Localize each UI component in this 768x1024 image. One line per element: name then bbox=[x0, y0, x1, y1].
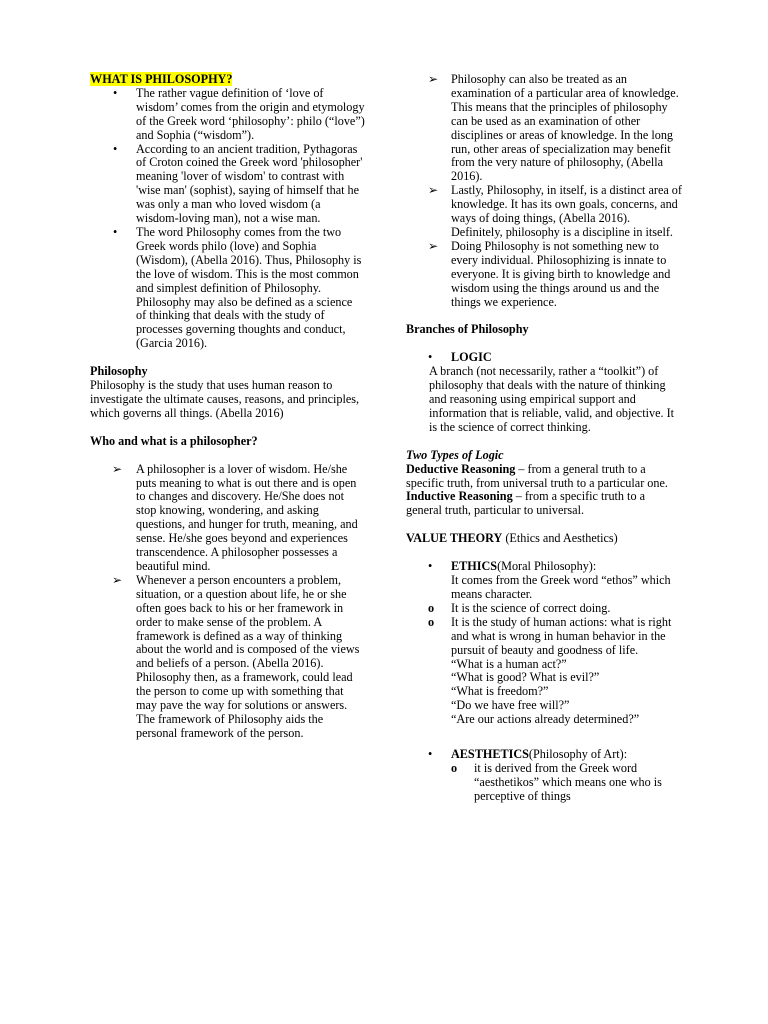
ethics-question: “What is a human act?” bbox=[451, 656, 567, 671]
logic-label: LOGIC bbox=[451, 350, 492, 365]
list-item-text: The word Philosophy comes from the two Greek words philo (love) and Sophia (Wisdom), (Abella 2016). Thus, Philosophy is the love of wisdom. This is the most common and simplest definition of Philosophy. Philosophy may also be defined as a science of thinking that deals with the study of processes governing thoughts and conduct, (Garcia 2016). bbox=[136, 224, 362, 351]
value-theory-text: (Ethics and Aesthetics) bbox=[502, 531, 618, 546]
deductive-text: – from a general truth to a specific truth, from universal truth to a particular one. bbox=[406, 461, 668, 490]
list-item-text: The rather vague definition of ‘love of wisdom’ comes from the origin and etymology of the Greek word ‘philosophy’: philo (“love”) and Sophia (“wisdom”). bbox=[136, 85, 365, 142]
ethics-paren: (Moral Philosophy): bbox=[497, 559, 597, 574]
spacer bbox=[406, 546, 682, 560]
bullet-icon: • bbox=[428, 559, 433, 574]
ethics-question: “Do we have free will?” bbox=[451, 698, 570, 713]
logic-label-item bbox=[406, 351, 682, 365]
section-heading bbox=[90, 73, 365, 87]
circle-bullet-icon: o bbox=[428, 614, 435, 629]
bullet-icon: • bbox=[113, 141, 118, 156]
ethics-label-item bbox=[406, 560, 682, 574]
circle-bullet-icon: o bbox=[451, 760, 458, 775]
spacer bbox=[90, 449, 365, 463]
inductive-label: Inductive Reasoning bbox=[406, 489, 513, 504]
aesthetics-point bbox=[406, 762, 682, 804]
circle-bullet-icon: o bbox=[428, 600, 435, 615]
arrow-bullet-icon: ➢ bbox=[428, 183, 439, 198]
intro-bullet-list bbox=[90, 87, 365, 351]
spacer bbox=[406, 337, 682, 351]
list-item bbox=[90, 143, 365, 226]
aesthetics-label-item bbox=[406, 748, 682, 762]
deductive-label: Deductive Reasoning bbox=[406, 461, 516, 476]
inductive-paragraph bbox=[406, 490, 682, 518]
spacer bbox=[406, 518, 682, 532]
aesthetics-label: AESTHETICS bbox=[451, 747, 529, 762]
list-item bbox=[90, 87, 365, 143]
logic-definition: A branch (not necessarily, rather a “toolkit”) of philosophy that deals with the nature of thinking and reasoning using empirical support and information that is reliable, valid, and objective. It is the science of correct thinking. bbox=[429, 364, 675, 434]
left-column bbox=[90, 73, 365, 741]
deductive-paragraph bbox=[406, 463, 682, 491]
arrow-bullet-icon: ➢ bbox=[428, 238, 439, 253]
top-arrow-list bbox=[406, 73, 682, 309]
spacer bbox=[406, 435, 682, 449]
list-item bbox=[90, 226, 365, 351]
list-item-text: Whenever a person encounters a problem, situation, or a question about life, he or she often goes back to his or her framework in order to make sense of the problem. A framework is defined as a way of thinking about the world and is composed of the views and beliefs of a person. (Abella 2016). Philosophy then, as a framework, could lead the person to come up with something that may pave the way for solutions or answers. The framework of Philosophy aids the personal framework of the person. bbox=[136, 572, 360, 740]
right-column bbox=[406, 73, 682, 804]
two-types-heading: Two Types of Logic bbox=[406, 447, 504, 462]
ethics-point bbox=[406, 616, 682, 658]
list-item-text: Doing Philosophy is not something new to every individual. Philosophizing is innate to everyone. It is giving birth to knowledge and wisdom using the things around us and the things we experience. bbox=[451, 238, 671, 309]
arrow-bullet-icon: ➢ bbox=[428, 72, 439, 86]
inductive-text: – from a specific truth to a general truth, particular to universal. bbox=[406, 489, 645, 518]
what-is-philosophy-heading: WHAT IS PHILOSOPHY? bbox=[90, 72, 233, 86]
philosopher-arrow-list bbox=[90, 463, 365, 741]
arrow-bullet-icon: ➢ bbox=[112, 461, 123, 476]
who-philosopher-heading: Who and what is a philosopher? bbox=[90, 433, 258, 448]
value-theory-heading bbox=[406, 532, 682, 546]
ethics-question: “What is freedom?” bbox=[451, 684, 549, 699]
list-item bbox=[90, 574, 365, 741]
ethics-question: “Are our actions already determined?” bbox=[451, 712, 640, 727]
bullet-icon: • bbox=[428, 350, 433, 365]
aesthetics-paren: (Philosophy of Art): bbox=[528, 747, 628, 762]
ethics-label: ETHICS bbox=[451, 559, 498, 574]
list-item-text: According to an ancient tradition, Pythagoras of Croton coined the Greek word 'philosopher' meaning 'lover of wisdom' to contrast with 'wise man' (sophist), saying of himself that he was only a man who loved wisdom (a wisdom-loving man), not a wise man. bbox=[136, 141, 363, 226]
bullet-icon: • bbox=[113, 85, 118, 100]
ethics-questions bbox=[406, 658, 682, 728]
spacer bbox=[406, 309, 682, 323]
spacer bbox=[406, 727, 682, 741]
list-item bbox=[406, 240, 682, 310]
philosophy-heading: Philosophy bbox=[90, 364, 148, 379]
list-item-text: Philosophy can also be treated as an examination of a particular area of knowledge. This means that the principles of philosophy can be used as an examination of other disciplines or areas of knowledge. In the long run, other areas of specialization may benefit from the very nature of philosophy, (Abella 2016). bbox=[451, 72, 679, 184]
branches-heading: Branches of Philosophy bbox=[406, 322, 529, 337]
list-item-text: A philosopher is a lover of wisdom. He/she puts meaning to what is out there and is open to changes and discovery. He/She does not stop knowing, wondering, and asking questions, and hunger for truth, meaning, and sense. He/she goes beyond and experiences transcendence. A philosopher possesses a beautiful mind. bbox=[136, 461, 358, 573]
philosophy-definition: Philosophy is the study that uses human reason to investigate the ultimate causes, reasons, and principles, which governs all things. (Abella 2016) bbox=[90, 378, 360, 420]
list-item bbox=[406, 184, 682, 240]
arrow-bullet-icon: ➢ bbox=[112, 572, 123, 587]
spacer bbox=[90, 351, 365, 365]
list-item bbox=[406, 73, 682, 184]
ethics-origin: It comes from the Greek word “ethos” which means character. bbox=[451, 573, 671, 601]
value-theory-label: VALUE THEORY bbox=[406, 531, 503, 546]
aesthetics-point-text: it is derived from the Greek word “aesthetikos” which means one who is perceptive of things bbox=[474, 760, 662, 803]
ethics-point-text: It is the study of human actions: what is right and what is wrong in human behavior in the pursuit of beauty and goodness of life. bbox=[451, 614, 672, 657]
list-item-text: Lastly, Philosophy, in itself, is a distinct area of knowledge. It has its own goals, concerns, and ways of doing things, (Abella 2016). Definitely, philosophy is a discipline in itself. bbox=[451, 183, 682, 239]
spacer bbox=[90, 421, 365, 435]
bullet-icon: • bbox=[113, 224, 118, 239]
ethics-question: “What is good? What is evil?” bbox=[451, 670, 600, 685]
bullet-icon: • bbox=[428, 747, 433, 762]
list-item bbox=[90, 463, 365, 574]
ethics-point-text: It is the science of correct doing. bbox=[451, 600, 611, 615]
ethics-point bbox=[406, 602, 682, 616]
